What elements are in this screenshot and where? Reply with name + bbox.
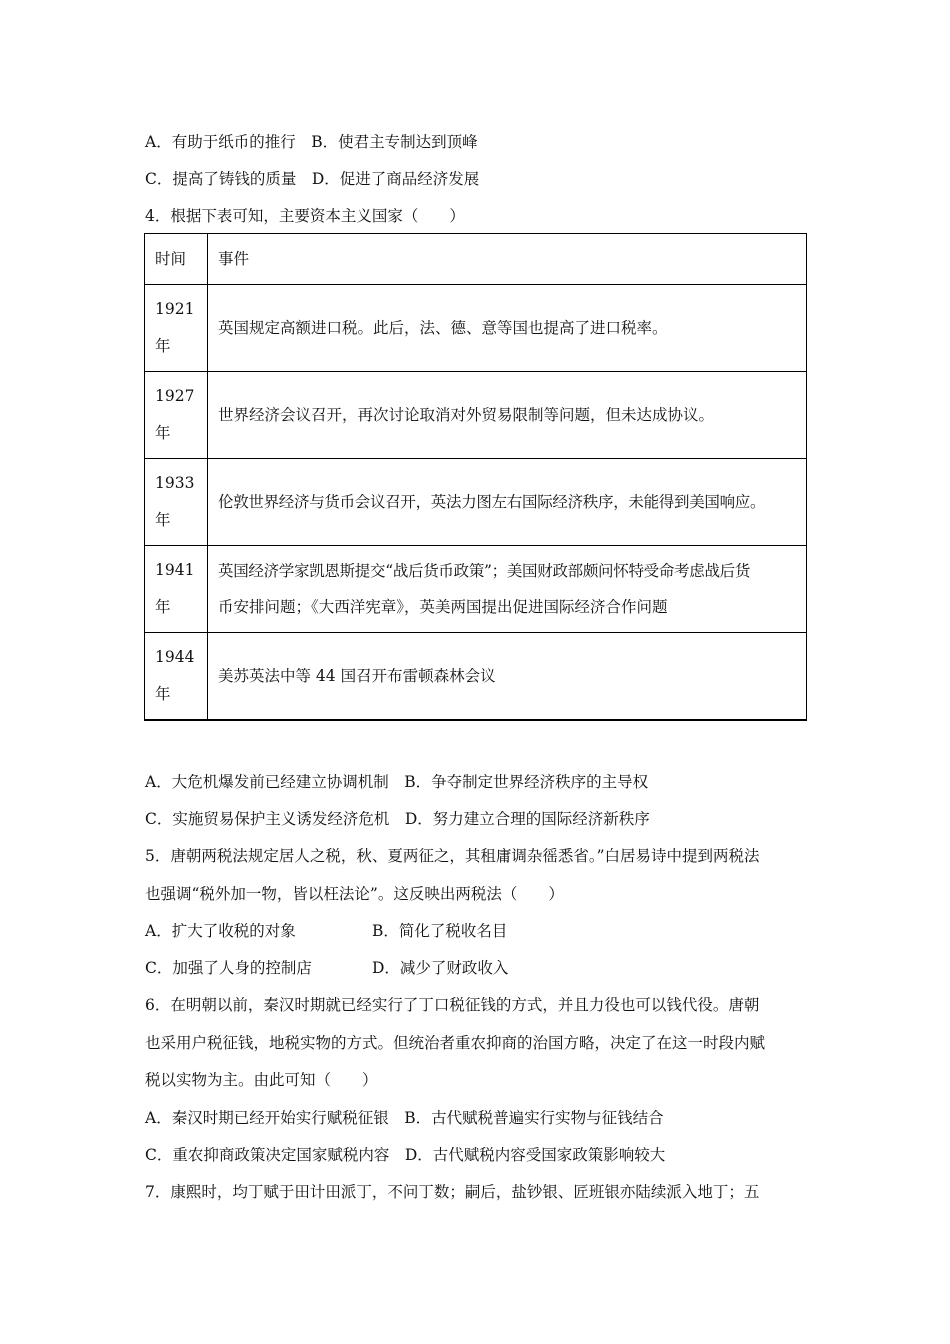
- events-table: [144, 233, 807, 721]
- year-cell: [145, 285, 208, 372]
- q6-options-line-2: C．重农抑商政策决定国家赋税内容 D．古代赋税内容受国家政策影响较大: [145, 1146, 666, 1164]
- year-value: 1941: [155, 561, 195, 579]
- year-suffix: 年: [155, 511, 171, 529]
- year-value: 1944: [155, 648, 195, 666]
- q6-stem-line-3: 税以实物为主。由此可知（ ）: [145, 1071, 378, 1089]
- q4-options-line-2: C．实施贸易保护主义诱发经济危机 D．努力建立合理的国际经济新秩序: [145, 810, 650, 828]
- year-cell: [145, 633, 208, 721]
- header-time: 时间: [145, 234, 208, 285]
- q6-stem-line-1: 6．在明朝以前，秦汉时期就已经实行了丁口税征钱的方式，并且力役也可以钱代役。唐朝: [145, 996, 760, 1014]
- year-cell: [145, 546, 208, 633]
- table-row: [145, 546, 807, 633]
- q5-option-c: C．加强了人身的控制店: [145, 959, 312, 977]
- event-line-2: 币安排问题；《大西洋宪章》，英美两国提出促进国际经济合作问题: [218, 598, 668, 616]
- year-suffix: 年: [155, 337, 171, 355]
- q6-stem-line-2: 也采用户税征钱，地税实物的方式。但统治者重农抑商的治国方略，决定了在这一时段内赋: [145, 1034, 766, 1052]
- table-row: [145, 285, 807, 372]
- year-value: 1927: [155, 387, 195, 405]
- header-event: 事件: [208, 234, 807, 285]
- table-header-row: [145, 234, 807, 285]
- q5-option-b: B．简化了税收名目: [372, 922, 508, 940]
- year-suffix: 年: [155, 424, 171, 442]
- q4-options-line-1: A．大危机爆发前已经建立协调机制 B．争夺制定世界经济秩序的主导权: [145, 773, 649, 791]
- q4-stem: 4．根据下表可知，主要资本主义国家（ ）: [145, 207, 465, 225]
- q5-stem-line-1: 5．唐朝两税法规定居人之税，秋、夏两征之，其租庸调杂徭悉省。”白居易诗中提到两税法: [145, 847, 760, 865]
- table-row: [145, 633, 807, 721]
- year-cell: [145, 372, 208, 459]
- year-cell: [145, 459, 208, 546]
- q6-options-line-1: A．秦汉时期已经开始实行赋税征银 B．古代赋税普遍实行实物与征钱结合: [145, 1109, 664, 1127]
- event-cell: 美苏英法中等 44 国召开布雷顿森林会议: [208, 633, 807, 721]
- table-row: [145, 372, 807, 459]
- q3-options-line-1: A．有助于纸币的推行 B．使君主专制达到顶峰: [145, 133, 478, 151]
- year-suffix: 年: [155, 685, 171, 703]
- event-cell: 世界经济会议召开，再次讨论取消对外贸易限制等问题，但未达成协议。: [208, 372, 807, 459]
- event-cell: [208, 546, 807, 633]
- year-value: 1933: [155, 474, 195, 492]
- q3-options-line-2: C．提高了铸钱的质量 D．促进了商品经济发展: [145, 170, 480, 188]
- q5-stem-line-2: 也强调“税外加一物，皆以枉法论”。这反映出两税法（ ）: [145, 885, 564, 903]
- event-cell: 英国规定高额进口税。此后，法、德、意等国也提高了进口税率。: [208, 285, 807, 372]
- year-suffix: 年: [155, 598, 171, 616]
- table-row: [145, 459, 807, 546]
- event-cell: 伦敦世界经济与货币会议召开，英法力图左右国际经济秩序，未能得到美国响应。: [208, 459, 807, 546]
- q7-stem-line-1: 7．康熙时，均丁赋于田计田派丁，不问丁数；嗣后，盐钞银、匠班银亦陆续派入地丁；五: [145, 1183, 760, 1201]
- year-value: 1921: [155, 300, 195, 318]
- event-line-1: 英国经济学家凯恩斯提交“战后货币政策”；美国财政部颇问怀特受命考虑战后货: [218, 562, 751, 580]
- q5-option-a: A．扩大了收税的对象: [145, 922, 296, 940]
- q5-option-d: D．减少了财政收入: [372, 959, 509, 977]
